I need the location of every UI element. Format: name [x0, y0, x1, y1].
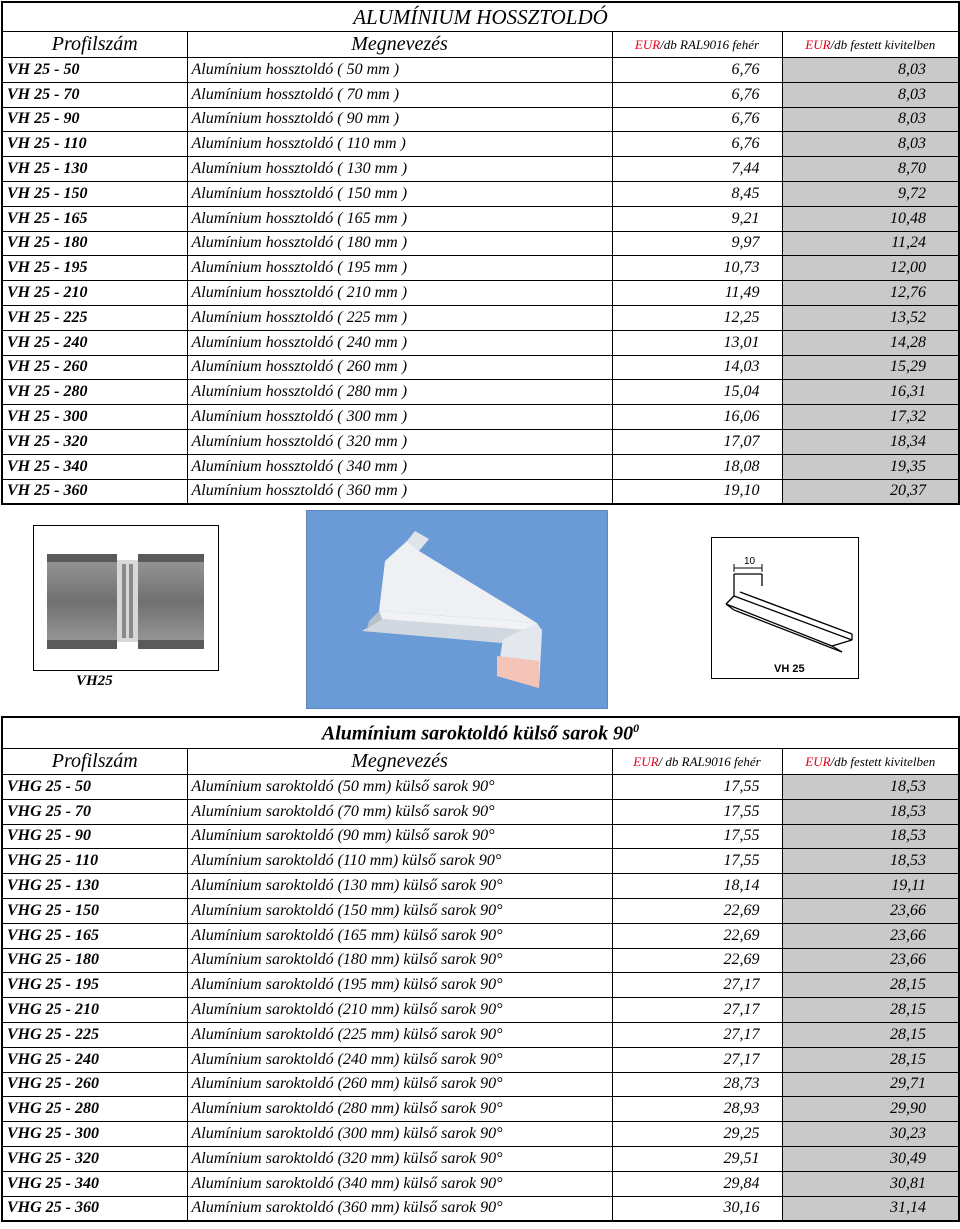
- table-row: [2, 849, 959, 874]
- product-name: Alumínium hossztoldó ( 165 mm ): [187, 206, 612, 231]
- table-row: [2, 206, 959, 231]
- product-name: Alumínium hossztoldó ( 300 mm ): [187, 405, 612, 430]
- table-row: [2, 157, 959, 182]
- price-white: 30,16: [612, 1196, 782, 1221]
- product-code: VH 25 - 360: [2, 479, 187, 504]
- table-row: [2, 231, 959, 256]
- product-name: Alumínium hossztoldó ( 130 mm ): [187, 157, 612, 182]
- product-name: Alumínium hossztoldó ( 210 mm ): [187, 281, 612, 306]
- product-name: Alumínium saroktoldó (225 mm) külső sarok 90°: [187, 1022, 612, 1047]
- price-painted: 30,23: [782, 1122, 959, 1147]
- product-code: VH 25 - 90: [2, 107, 187, 132]
- product-name: Alumínium saroktoldó (240 mm) külső sarok 90°: [187, 1047, 612, 1072]
- table-row: [2, 1022, 959, 1047]
- product-code: VHG 25 - 300: [2, 1122, 187, 1147]
- product-name: Alumínium saroktoldó (320 mm) külső sarok 90°: [187, 1146, 612, 1171]
- product-code: VHG 25 - 150: [2, 898, 187, 923]
- table-row: [2, 998, 959, 1023]
- header-price-white: [612, 749, 782, 775]
- product-name: Alumínium hossztoldó ( 340 mm ): [187, 454, 612, 479]
- price-painted: 23,66: [782, 898, 959, 923]
- price-white: 17,07: [612, 429, 782, 454]
- price-white: 27,17: [612, 973, 782, 998]
- product-name: Alumínium hossztoldó ( 240 mm ): [187, 330, 612, 355]
- price-painted: 8,03: [782, 107, 959, 132]
- section1-header-row: [2, 32, 959, 58]
- price-painted: 18,53: [782, 775, 959, 800]
- product-code: VHG 25 - 260: [2, 1072, 187, 1097]
- table-row: [2, 898, 959, 923]
- table-row: [2, 454, 959, 479]
- header-price-painted-text: /db festett kivitelben: [830, 753, 936, 769]
- price-white: 29,25: [612, 1122, 782, 1147]
- photo-caption: VH25: [76, 673, 113, 689]
- product-name: Alumínium saroktoldó (50 mm) külső sarok 90°: [187, 775, 612, 800]
- price-white: 6,76: [612, 58, 782, 83]
- product-code: VH 25 - 280: [2, 380, 187, 405]
- price-painted: 8,03: [782, 132, 959, 157]
- header-price-white-text: /db RAL9016 fehér: [660, 36, 760, 52]
- product-name: Alumínium hossztoldó ( 50 mm ): [187, 58, 612, 83]
- table-row: [2, 1047, 959, 1072]
- section2-title-text: Alumínium saroktoldó külső sarok 90: [321, 722, 634, 745]
- price-painted: 8,03: [782, 58, 959, 83]
- saroktoldo-price-table: [1, 716, 960, 1222]
- product-name: Alumínium hossztoldó ( 180 mm ): [187, 231, 612, 256]
- table-row: [2, 923, 959, 948]
- price-painted: 18,53: [782, 849, 959, 874]
- table-row: [2, 305, 959, 330]
- price-white: 17,55: [612, 775, 782, 800]
- price-white: 17,55: [612, 849, 782, 874]
- price-painted: 17,32: [782, 405, 959, 430]
- price-white: 14,03: [612, 355, 782, 380]
- table-row: [2, 799, 959, 824]
- product-code: VHG 25 - 195: [2, 973, 187, 998]
- header-megnevezes: Megnevezés: [187, 749, 612, 775]
- product-code: VHG 25 - 165: [2, 923, 187, 948]
- eur-label: EUR: [634, 36, 661, 52]
- price-painted: 19,35: [782, 454, 959, 479]
- product-name: Alumínium saroktoldó (280 mm) külső sarok 90°: [187, 1097, 612, 1122]
- header-profilszam: Profilszám: [2, 32, 187, 58]
- header-price-white-text: / db RAL9016 fehér: [658, 753, 761, 769]
- table-row: [2, 181, 959, 206]
- table-row: [2, 775, 959, 800]
- eur-label: EUR: [633, 753, 659, 769]
- product-code: VH 25 - 260: [2, 355, 187, 380]
- table-row: [2, 874, 959, 899]
- header-price-white: [612, 32, 782, 58]
- product-code: VHG 25 - 180: [2, 948, 187, 973]
- product-name: Alumínium saroktoldó (300 mm) külső sarok 90°: [187, 1122, 612, 1147]
- table-row: [2, 107, 959, 132]
- price-painted: 23,66: [782, 923, 959, 948]
- product-code: VH 25 - 340: [2, 454, 187, 479]
- product-code: VH 25 - 150: [2, 181, 187, 206]
- hossztoldo-price-table: [1, 1, 960, 505]
- product-name: Alumínium saroktoldó (70 mm) külső sarok 90°: [187, 799, 612, 824]
- product-code: VH 25 - 110: [2, 132, 187, 157]
- product-code: VH 25 - 165: [2, 206, 187, 231]
- price-painted: 30,49: [782, 1146, 959, 1171]
- table-row: [2, 948, 959, 973]
- price-painted: 15,29: [782, 355, 959, 380]
- product-code: VHG 25 - 90: [2, 824, 187, 849]
- table-row: [2, 58, 959, 83]
- price-white: 6,76: [612, 82, 782, 107]
- product-code: VHG 25 - 340: [2, 1171, 187, 1196]
- table-row: [2, 82, 959, 107]
- product-code: VHG 25 - 210: [2, 998, 187, 1023]
- price-white: 10,73: [612, 256, 782, 281]
- eur-label: EUR: [805, 36, 831, 52]
- table-row: [2, 380, 959, 405]
- table-row: [2, 1097, 959, 1122]
- product-code: VH 25 - 180: [2, 231, 187, 256]
- price-white: 8,45: [612, 181, 782, 206]
- price-painted: 12,76: [782, 281, 959, 306]
- price-white: 22,69: [612, 923, 782, 948]
- price-painted: 29,71: [782, 1072, 959, 1097]
- product-name: Alumínium saroktoldó (195 mm) külső sarok 90°: [187, 973, 612, 998]
- price-white: 18,14: [612, 874, 782, 899]
- vh25-product-photo: [33, 525, 219, 671]
- product-name: Alumínium hossztoldó ( 150 mm ): [187, 181, 612, 206]
- product-name: Alumínium hossztoldó ( 90 mm ): [187, 107, 612, 132]
- price-white: 6,76: [612, 132, 782, 157]
- price-painted: 19,11: [782, 874, 959, 899]
- eur-label: EUR: [805, 753, 831, 769]
- table-row: [2, 1196, 959, 1221]
- price-white: 7,44: [612, 157, 782, 182]
- price-painted: 11,24: [782, 231, 959, 256]
- product-code: VH 25 - 210: [2, 281, 187, 306]
- product-code: VH 25 - 195: [2, 256, 187, 281]
- drawing-label: VH 25: [774, 663, 805, 675]
- product-name: Alumínium saroktoldó (150 mm) külső sarok 90°: [187, 898, 612, 923]
- technical-drawing: [711, 537, 859, 679]
- product-images: [0, 507, 960, 712]
- product-code: VHG 25 - 50: [2, 775, 187, 800]
- price-painted: 13,52: [782, 305, 959, 330]
- product-code: VH 25 - 320: [2, 429, 187, 454]
- price-white: 27,17: [612, 1022, 782, 1047]
- price-white: 29,51: [612, 1146, 782, 1171]
- header-price-painted: [782, 749, 959, 775]
- price-painted: 28,15: [782, 973, 959, 998]
- product-code: VHG 25 - 225: [2, 1022, 187, 1047]
- price-painted: 28,15: [782, 1047, 959, 1072]
- product-name: Alumínium hossztoldó ( 360 mm ): [187, 479, 612, 504]
- product-name: Alumínium hossztoldó ( 280 mm ): [187, 380, 612, 405]
- product-code: VH 25 - 225: [2, 305, 187, 330]
- price-painted: 16,31: [782, 380, 959, 405]
- product-name: Alumínium saroktoldó (180 mm) külső sarok 90°: [187, 948, 612, 973]
- table-row: [2, 330, 959, 355]
- product-name: Alumínium hossztoldó ( 260 mm ): [187, 355, 612, 380]
- price-white: 6,76: [612, 107, 782, 132]
- price-painted: 29,90: [782, 1097, 959, 1122]
- product-code: VH 25 - 50: [2, 58, 187, 83]
- section2-title-degree: 0: [633, 720, 640, 735]
- product-code: VHG 25 - 70: [2, 799, 187, 824]
- table-row: [2, 281, 959, 306]
- price-painted: 14,28: [782, 330, 959, 355]
- product-name: Alumínium hossztoldó ( 225 mm ): [187, 305, 612, 330]
- product-name: Alumínium saroktoldó (90 mm) külső sarok 90°: [187, 824, 612, 849]
- price-painted: 20,37: [782, 479, 959, 504]
- section2-header-row: [2, 749, 959, 775]
- price-painted: 8,03: [782, 82, 959, 107]
- table-row: [2, 1122, 959, 1147]
- table-row: [2, 479, 959, 504]
- price-white: 22,69: [612, 898, 782, 923]
- price-painted: 28,15: [782, 1022, 959, 1047]
- product-name: Alumínium saroktoldó (110 mm) külső sarok 90°: [187, 849, 612, 874]
- product-code: VH 25 - 240: [2, 330, 187, 355]
- table-row: [2, 405, 959, 430]
- price-white: 9,97: [612, 231, 782, 256]
- price-white: 11,49: [612, 281, 782, 306]
- drawing-dimension: 10: [744, 556, 756, 567]
- product-code: VHG 25 - 130: [2, 874, 187, 899]
- product-code: VHG 25 - 110: [2, 849, 187, 874]
- header-price-painted-text: /db festett kivitelben: [830, 36, 936, 52]
- price-white: 15,04: [612, 380, 782, 405]
- table-row: [2, 1146, 959, 1171]
- product-name: Alumínium hossztoldó ( 70 mm ): [187, 82, 612, 107]
- table-row: [2, 132, 959, 157]
- price-white: 18,08: [612, 454, 782, 479]
- product-code: VH 25 - 70: [2, 82, 187, 107]
- product-name: Alumínium hossztoldó ( 320 mm ): [187, 429, 612, 454]
- table-row: [2, 1072, 959, 1097]
- price-white: 27,17: [612, 1047, 782, 1072]
- table-row: [2, 355, 959, 380]
- product-name: Alumínium saroktoldó (360 mm) külső sarok 90°: [187, 1196, 612, 1221]
- price-white: 28,93: [612, 1097, 782, 1122]
- section2-title: [2, 717, 959, 749]
- price-painted: 10,48: [782, 206, 959, 231]
- table-row: [2, 824, 959, 849]
- table-row: [2, 256, 959, 281]
- product-name: Alumínium saroktoldó (260 mm) külső sarok 90°: [187, 1072, 612, 1097]
- product-name: Alumínium saroktoldó (210 mm) külső sarok 90°: [187, 998, 612, 1023]
- price-white: 19,10: [612, 479, 782, 504]
- price-white: 16,06: [612, 405, 782, 430]
- price-painted: 9,72: [782, 181, 959, 206]
- product-code: VHG 25 - 360: [2, 1196, 187, 1221]
- product-name: Alumínium hossztoldó ( 195 mm ): [187, 256, 612, 281]
- price-white: 9,21: [612, 206, 782, 231]
- price-painted: 12,00: [782, 256, 959, 281]
- product-code: VHG 25 - 320: [2, 1146, 187, 1171]
- product-name: Alumínium saroktoldó (165 mm) külső sarok 90°: [187, 923, 612, 948]
- header-price-painted: [782, 32, 959, 58]
- price-painted: 30,81: [782, 1171, 959, 1196]
- section1-title: ALUMÍNIUM HOSSZTOLDÓ: [2, 2, 959, 32]
- price-white: 13,01: [612, 330, 782, 355]
- product-code: VH 25 - 300: [2, 405, 187, 430]
- price-white: 27,17: [612, 998, 782, 1023]
- price-white: 17,55: [612, 824, 782, 849]
- table-row: [2, 429, 959, 454]
- product-code: VHG 25 - 240: [2, 1047, 187, 1072]
- price-white: 22,69: [612, 948, 782, 973]
- table-row: [2, 1171, 959, 1196]
- product-name: Alumínium hossztoldó ( 110 mm ): [187, 132, 612, 157]
- price-white: 28,73: [612, 1072, 782, 1097]
- product-name: Alumínium saroktoldó (130 mm) külső sarok 90°: [187, 874, 612, 899]
- header-profilszam: Profilszám: [2, 749, 187, 775]
- price-white: 29,84: [612, 1171, 782, 1196]
- price-white: 12,25: [612, 305, 782, 330]
- header-megnevezes: Megnevezés: [187, 32, 612, 58]
- price-painted: 18,53: [782, 824, 959, 849]
- price-painted: 23,66: [782, 948, 959, 973]
- profile-3d-render: [306, 510, 608, 709]
- price-painted: 18,34: [782, 429, 959, 454]
- price-painted: 28,15: [782, 998, 959, 1023]
- price-painted: 8,70: [782, 157, 959, 182]
- price-painted: 31,14: [782, 1196, 959, 1221]
- product-code: VHG 25 - 280: [2, 1097, 187, 1122]
- table-row: [2, 973, 959, 998]
- product-code: VH 25 - 130: [2, 157, 187, 182]
- product-name: Alumínium saroktoldó (340 mm) külső sarok 90°: [187, 1171, 612, 1196]
- price-painted: 18,53: [782, 799, 959, 824]
- price-white: 17,55: [612, 799, 782, 824]
